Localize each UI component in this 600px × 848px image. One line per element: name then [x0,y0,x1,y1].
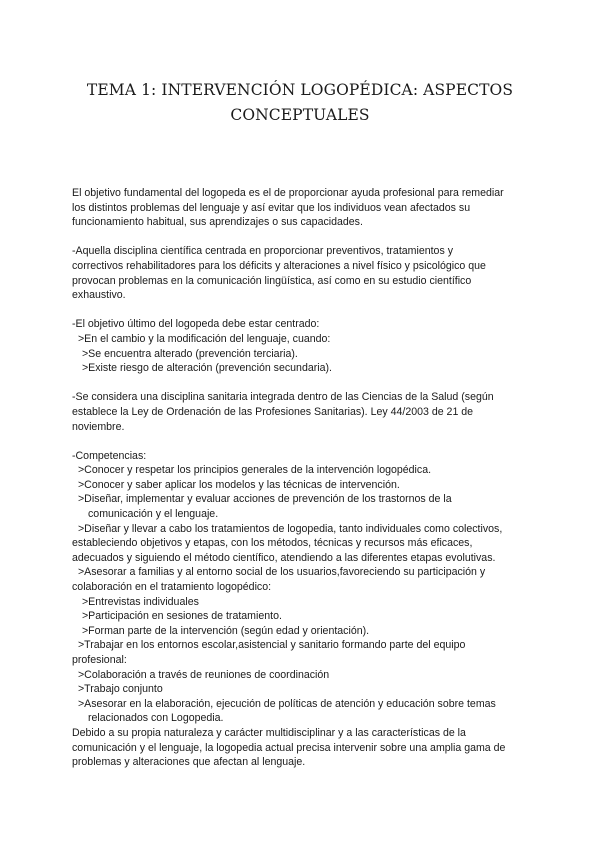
list-subitem: >Entrevistas individuales [82,595,199,608]
list-item-continuation: profesional: [72,654,127,666]
list-subitem: >Participación en sesiones de tratamiento. [82,610,282,623]
list-item: >Asesorar en la elaboración, ejecución de políticas de atención y educación sobre temas [78,697,496,710]
list-item: >En el cambio y la modificación del lenguaje, cuando: [78,332,331,345]
section-heading: -Competencias: [72,449,147,462]
text-line: los distintos problemas del lenguaje y así evitar que los individuos vean afectados su [72,201,471,214]
text-line: comunicación y el lenguaje, la logopedia actual precisa intervenir sobre una amplia gama de [72,741,506,754]
text-line: El objetivo fundamental del logopeda es el de proporcionar ayuda profesional para remediar [72,187,504,199]
list-item-continuation: estableciendo objetivos y etapas, con los métodos, técnicas y recursos más eficaces, [72,537,473,550]
legal-paragraph [72,390,542,434]
list-item: >Conocer y respetar los principios generales de la intervención logopédica. [78,464,432,477]
text-line: -Se considera una disciplina sanitaria integrada dentro de las Ciencias de la Salud (según [72,391,494,404]
document-body [72,186,542,770]
competencies-section [72,449,542,726]
list-item: >Trabajar en los entornos escolar,asistencial y sanitario formando parte del equipo [78,639,466,652]
objective-section [72,317,542,375]
list-item: >Conocer y saber aplicar los modelos y las técnicas de intervención. [78,478,400,491]
list-item-continuation: colaboración en el tratamiento logopédico: [72,581,272,594]
section-heading: -El objetivo último del logopeda debe estar centrado: [72,318,320,331]
text-line: provocan problemas en la comunicación lingüística, así como en su estudio científico [72,274,472,287]
text-line: -Aquella disciplina científica centrada en proporcionar preventivos, tratamientos y [72,245,453,258]
list-subitem: >Se encuentra alterado (prevención terciaria). [82,347,298,360]
text-line: funcionamiento habitual, sus aprendizajes o sus capacidades. [72,216,363,229]
definition-paragraph [72,244,542,302]
list-item-continuation: adecuados y siguiendo el método científico, atendiendo a las diferentes etapas evolutivas. [72,551,496,564]
list-subitem: >Colaboración a través de reuniones de coordinación [78,668,330,681]
document-title [60,78,540,128]
text-line: Debido a su propia naturaleza y carácter multidisciplinar y a las características de la [72,726,466,739]
title-line-1: TEMA 1: INTERVENCIÓN LOGOPÉDICA: ASPECTOS [86,81,514,99]
title-line-2: CONCEPTUALES [230,106,370,124]
list-item: >Diseñar, implementar y evaluar acciones de prevención de los trastornos de la [78,493,452,506]
list-item: >Diseñar y llevar a cabo los tratamientos de logopedia, tanto individuales como colectivos, [78,522,503,535]
list-subitem: >Trabajo conjunto [78,683,163,696]
intro-paragraph [72,186,542,230]
closing-paragraph [72,726,542,770]
list-subitem: >Existe riesgo de alteración (prevención secundaria). [82,362,332,375]
list-subitem: >Forman parte de la intervención (según edad y orientación). [82,624,370,637]
text-line: establece la Ley de Ordenación de las Profesiones Sanitarias). Ley 44/2003 de 21 de [72,405,474,418]
text-line: noviembre. [72,420,125,433]
list-item-continuation: relacionados con Logopedia. [88,712,224,725]
text-line: correctivos rehabilitadores para los déficits y alteraciones a nivel físico y psicológico que [72,259,486,272]
list-item: >Asesorar a familias y al entorno social de los usuarios,favoreciendo su participación y [78,566,486,579]
text-line: exhaustivo. [72,289,126,302]
list-item-continuation: comunicación y el lenguaje. [88,508,219,521]
text-line: problemas y alteraciones que afectan al lenguaje. [72,756,306,769]
